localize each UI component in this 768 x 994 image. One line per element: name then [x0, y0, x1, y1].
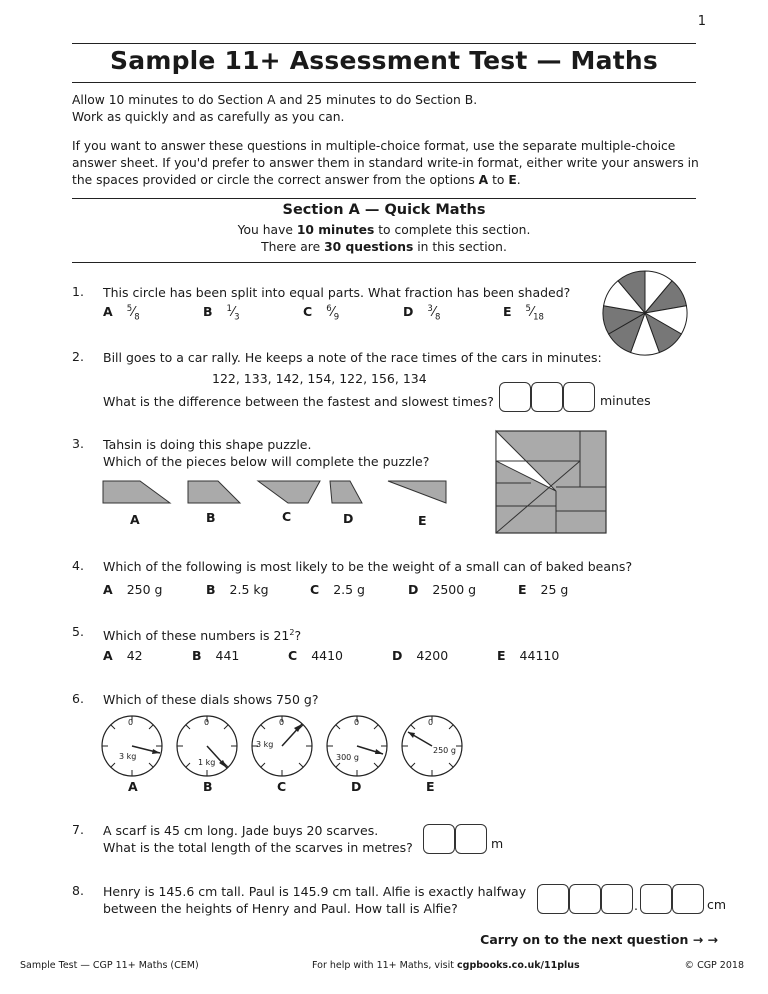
q3-piece-e-label[interactable]: E — [418, 513, 427, 528]
carry-on-prompt: Carry on to the next question → → — [480, 932, 718, 947]
dial-d-zero: 0 — [354, 718, 360, 727]
question-4-number: 4. — [72, 558, 84, 573]
footer-right: © CGP 2018 — [684, 960, 744, 971]
question-7-text-2: What is the total length of the scarves in metres? — [103, 840, 413, 855]
dial-b-label: 1 kg — [198, 758, 216, 767]
question-1-number: 1. — [72, 284, 84, 299]
section-top-rule — [72, 198, 696, 199]
dial-a-letter[interactable]: A — [128, 779, 138, 794]
q4-option-c[interactable]: C 2.5 g — [310, 582, 365, 597]
question-8-text-1: Henry is 145.6 cm tall. Paul is 145.9 cm tall. Alfie is exactly halfway — [103, 884, 527, 899]
q4-option-b[interactable]: B 2.5 kg — [206, 582, 269, 597]
question-3-text-1: Tahsin is doing this shape puzzle. — [103, 437, 312, 452]
q4-option-e[interactable]: E 25 g — [518, 582, 569, 597]
q8-answer-box-3[interactable] — [601, 884, 633, 914]
footer-center: For help with 11+ Maths, visit cgpbooks.co.uk/11plus — [312, 960, 580, 971]
puzzle-pieces — [100, 478, 460, 508]
q1-option-e[interactable]: E $^5⁄_{18}$ — [503, 304, 544, 323]
title-bottom-rule — [72, 82, 696, 83]
q2-answer-box-2[interactable] — [531, 382, 563, 412]
question-2-number: 2. — [72, 349, 84, 364]
intro-instructions — [72, 92, 712, 126]
q8-answer-box-5[interactable] — [672, 884, 704, 914]
dial-b-zero: 0 — [204, 718, 210, 727]
question-2-data: 122, 133, 142, 154, 122, 156, 134 — [212, 371, 427, 386]
question-8-number: 8. — [72, 883, 84, 898]
intro-line-1: Allow 10 minutes to do Section A and 25 minutes to do Section B. — [72, 93, 478, 107]
question-7-text-1: A scarf is 45 cm long. Jade buys 20 scarves. — [103, 823, 379, 838]
q5-option-e[interactable]: E 44110 — [497, 648, 560, 663]
q3-piece-c-label[interactable]: C — [282, 509, 292, 524]
q2-answer-box-3[interactable] — [563, 382, 595, 412]
q1-option-b[interactable]: B $^1⁄_3$ — [203, 304, 240, 323]
dial-e-letter[interactable]: E — [426, 779, 435, 794]
q3-piece-a-label[interactable]: A — [130, 512, 140, 527]
q5-option-b[interactable]: B 441 — [192, 648, 240, 663]
question-6-number: 6. — [72, 691, 84, 706]
dial-c-zero: 0 — [279, 718, 285, 727]
dial-e-label: 250 g — [433, 746, 456, 755]
dial-a-zero: 0 — [128, 718, 134, 727]
question-5-text: Which of these numbers is $21^2$? — [103, 628, 302, 644]
q2-answer-box-1[interactable] — [499, 382, 531, 412]
question-3-number: 3. — [72, 436, 84, 451]
q7-unit: m — [491, 836, 504, 851]
page-title: Sample 11+ Assessment Test — Maths — [110, 46, 658, 75]
q8-unit: cm — [707, 897, 727, 912]
q4-option-d[interactable]: D 2500 g — [408, 582, 477, 597]
q5-option-a[interactable]: A 42 — [103, 648, 143, 663]
intro-para-line-b: answer sheet. If you'd prefer to answer them in standard write-in format, either write your answers in — [72, 156, 699, 170]
q1-option-d[interactable]: D $^3⁄_8$ — [403, 304, 441, 323]
question-2-question: What is the difference between the fastest and slowest times? — [103, 394, 494, 409]
dial-c-label: 3 kg — [256, 740, 274, 749]
q3-piece-d-label[interactable]: D — [343, 511, 354, 526]
title-top-rule — [72, 43, 696, 44]
intro-format-paragraph — [72, 138, 712, 189]
q8-decimal-point: . — [634, 898, 638, 913]
dial-d-letter[interactable]: D — [351, 779, 362, 794]
q5-option-d[interactable]: D 4200 — [392, 648, 449, 663]
question-8-text-2: between the heights of Henry and Paul. How tall is Alfie? — [103, 901, 458, 916]
q8-answer-box-4[interactable] — [640, 884, 672, 914]
q2-unit: minutes — [600, 393, 651, 408]
intro-para-line-c: the spaces provided or circle the correct answer from the options A to E. — [72, 173, 521, 187]
question-2-text: Bill goes to a car rally. He keeps a note of the race times of the cars in minutes: — [103, 350, 602, 365]
section-count-line: There are 30 questions in this section. — [261, 240, 507, 254]
page-number: 1 — [697, 14, 706, 29]
question-7-number: 7. — [72, 822, 84, 837]
intro-line-2: Work as quickly and as carefully as you can. — [72, 110, 345, 124]
q8-answer-box-2[interactable] — [569, 884, 601, 914]
question-3-text-2: Which of the pieces below will complete the puzzle? — [103, 454, 430, 469]
dial-a-label: 3 kg — [119, 752, 137, 761]
shape-puzzle-diagram — [496, 431, 606, 533]
section-bottom-rule — [72, 262, 696, 263]
q3-piece-b-label[interactable]: B — [206, 510, 216, 525]
question-6-text: Which of these dials shows 750 g? — [103, 692, 319, 707]
section-title: Section A — Quick Maths — [282, 202, 486, 218]
intro-para-line-a: If you want to answer these questions in multiple-choice format, use the separate multiple-choice — [72, 139, 676, 153]
q1-option-c[interactable]: C $^6⁄_9$ — [303, 304, 340, 323]
q4-option-a[interactable]: A 250 g — [103, 582, 163, 597]
shaded-circle-diagram — [600, 268, 690, 358]
question-5-number: 5. — [72, 624, 84, 639]
q7-answer-box-1[interactable] — [423, 824, 455, 854]
question-1-text: This circle has been split into equal parts. What fraction has been shaded? — [103, 285, 571, 300]
q8-answer-box-1[interactable] — [537, 884, 569, 914]
q7-answer-box-2[interactable] — [455, 824, 487, 854]
dial-e-zero: 0 — [428, 718, 434, 727]
q5-option-c[interactable]: C 4410 — [288, 648, 343, 663]
q1-option-a[interactable]: A $^5⁄_8$ — [103, 304, 140, 323]
dial-c-letter[interactable]: C — [277, 779, 287, 794]
dial-b-letter[interactable]: B — [203, 779, 213, 794]
section-time-line: You have 10 minutes to complete this section. — [237, 223, 531, 237]
question-4-text: Which of the following is most likely to be the weight of a small can of baked beans? — [103, 559, 633, 574]
footer-left: Sample Test — CGP 11+ Maths (CEM) — [20, 960, 199, 971]
dial-d-label: 300 g — [336, 753, 359, 762]
